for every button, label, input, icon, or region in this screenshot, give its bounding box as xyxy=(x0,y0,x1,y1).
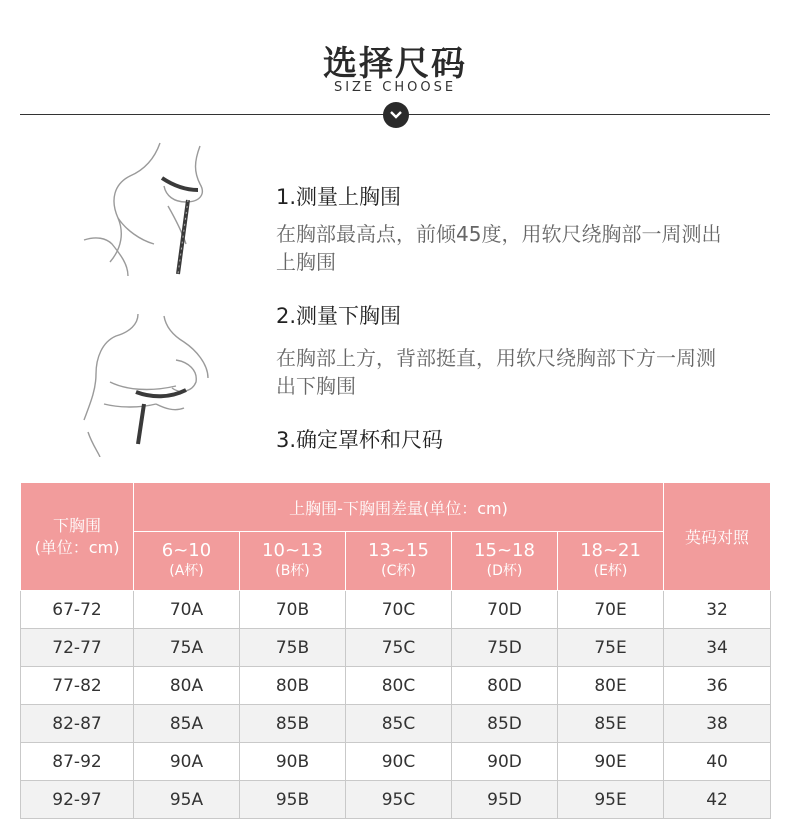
cell-size: 70C xyxy=(346,591,452,629)
header-cup-d xyxy=(452,532,558,591)
cell-size: 85A xyxy=(134,705,240,743)
header-uk-size: 英码对照 xyxy=(664,483,771,591)
header-difference: 上胸围-下胸围差量(单位：cm) xyxy=(134,483,664,532)
cell-uk-size: 38 xyxy=(664,705,771,743)
under-bust-figure xyxy=(80,312,220,457)
cell-under-bust: 72-77 xyxy=(21,629,134,667)
cup-label: (A杯) xyxy=(169,563,204,579)
table-row xyxy=(21,629,771,667)
page-title: 选择尺码 xyxy=(323,44,467,84)
cell-uk-size: 42 xyxy=(664,781,771,819)
header-cup-b xyxy=(240,532,346,591)
table-row xyxy=(21,591,771,629)
cell-size: 85E xyxy=(558,705,664,743)
step-1-desc: 在胸部最高点，前倾45度，用软尺绕胸部一周测出上胸围 xyxy=(276,222,722,274)
cell-size: 90B xyxy=(240,743,346,781)
cell-size: 95D xyxy=(452,781,558,819)
chevron-down-icon xyxy=(383,102,409,128)
cell-size: 90C xyxy=(346,743,452,781)
cell-size: 90D xyxy=(452,743,558,781)
table-row xyxy=(21,743,771,781)
cell-size: 75B xyxy=(240,629,346,667)
header-under-bust xyxy=(21,483,134,591)
cup-label: (C杯) xyxy=(381,563,416,579)
step-2-title: 2.测量下胸围 xyxy=(276,304,402,328)
cell-size: 95B xyxy=(240,781,346,819)
cell-uk-size: 36 xyxy=(664,667,771,705)
header-cup-c xyxy=(346,532,452,591)
cell-size: 75C xyxy=(346,629,452,667)
cell-size: 80E xyxy=(558,667,664,705)
page-subtitle: SIZE CHOOSE xyxy=(333,80,457,95)
cell-size: 75D xyxy=(452,629,558,667)
cell-under-bust: 82-87 xyxy=(21,705,134,743)
cup-label: (D杯) xyxy=(486,563,523,579)
cup-range: 10~13 xyxy=(262,540,323,561)
cup-range: 15~18 xyxy=(474,540,535,561)
cell-under-bust: 92-97 xyxy=(21,781,134,819)
cell-size: 90E xyxy=(558,743,664,781)
cup-label: (B杯) xyxy=(275,563,310,579)
header-under-bust-unit: (单位：cm) xyxy=(34,537,120,557)
upper-bust-figure xyxy=(82,140,222,280)
cell-uk-size: 40 xyxy=(664,743,771,781)
cell-uk-size: 32 xyxy=(664,591,771,629)
cell-size: 85B xyxy=(240,705,346,743)
table-row xyxy=(21,705,771,743)
step-2-desc: 在胸部上方，背部挺直，用软尺绕胸部下方一周测出下胸围 xyxy=(276,346,716,398)
step-1-title: 1.测量上胸围 xyxy=(276,185,402,209)
cup-range: 6~10 xyxy=(161,540,212,561)
cell-size: 70E xyxy=(558,591,664,629)
cell-size: 70A xyxy=(134,591,240,629)
cell-size: 80D xyxy=(452,667,558,705)
cell-under-bust: 87-92 xyxy=(21,743,134,781)
cell-under-bust: 77-82 xyxy=(21,667,134,705)
cell-size: 75E xyxy=(558,629,664,667)
cell-under-bust: 67-72 xyxy=(21,591,134,629)
step-3-title: 3.确定罩杯和尺码 xyxy=(276,428,444,452)
header-cup-a xyxy=(134,532,240,591)
cell-size: 80B xyxy=(240,667,346,705)
cell-size: 95A xyxy=(134,781,240,819)
size-table xyxy=(20,482,771,819)
cell-uk-size: 34 xyxy=(664,629,771,667)
cup-label: (E杯) xyxy=(593,563,628,579)
cell-size: 80A xyxy=(134,667,240,705)
cell-size: 95E xyxy=(558,781,664,819)
cup-range: 13~15 xyxy=(368,540,429,561)
cell-size: 70D xyxy=(452,591,558,629)
cell-size: 85D xyxy=(452,705,558,743)
cup-range: 18~21 xyxy=(580,540,641,561)
header-under-bust-label: 下胸围 xyxy=(52,515,101,535)
cell-size: 80C xyxy=(346,667,452,705)
cell-size: 75A xyxy=(134,629,240,667)
cell-size: 70B xyxy=(240,591,346,629)
cell-size: 95C xyxy=(346,781,452,819)
header-cup-e xyxy=(558,532,664,591)
table-row xyxy=(21,667,771,705)
cell-size: 90A xyxy=(134,743,240,781)
table-row xyxy=(21,781,771,819)
cell-size: 85C xyxy=(346,705,452,743)
